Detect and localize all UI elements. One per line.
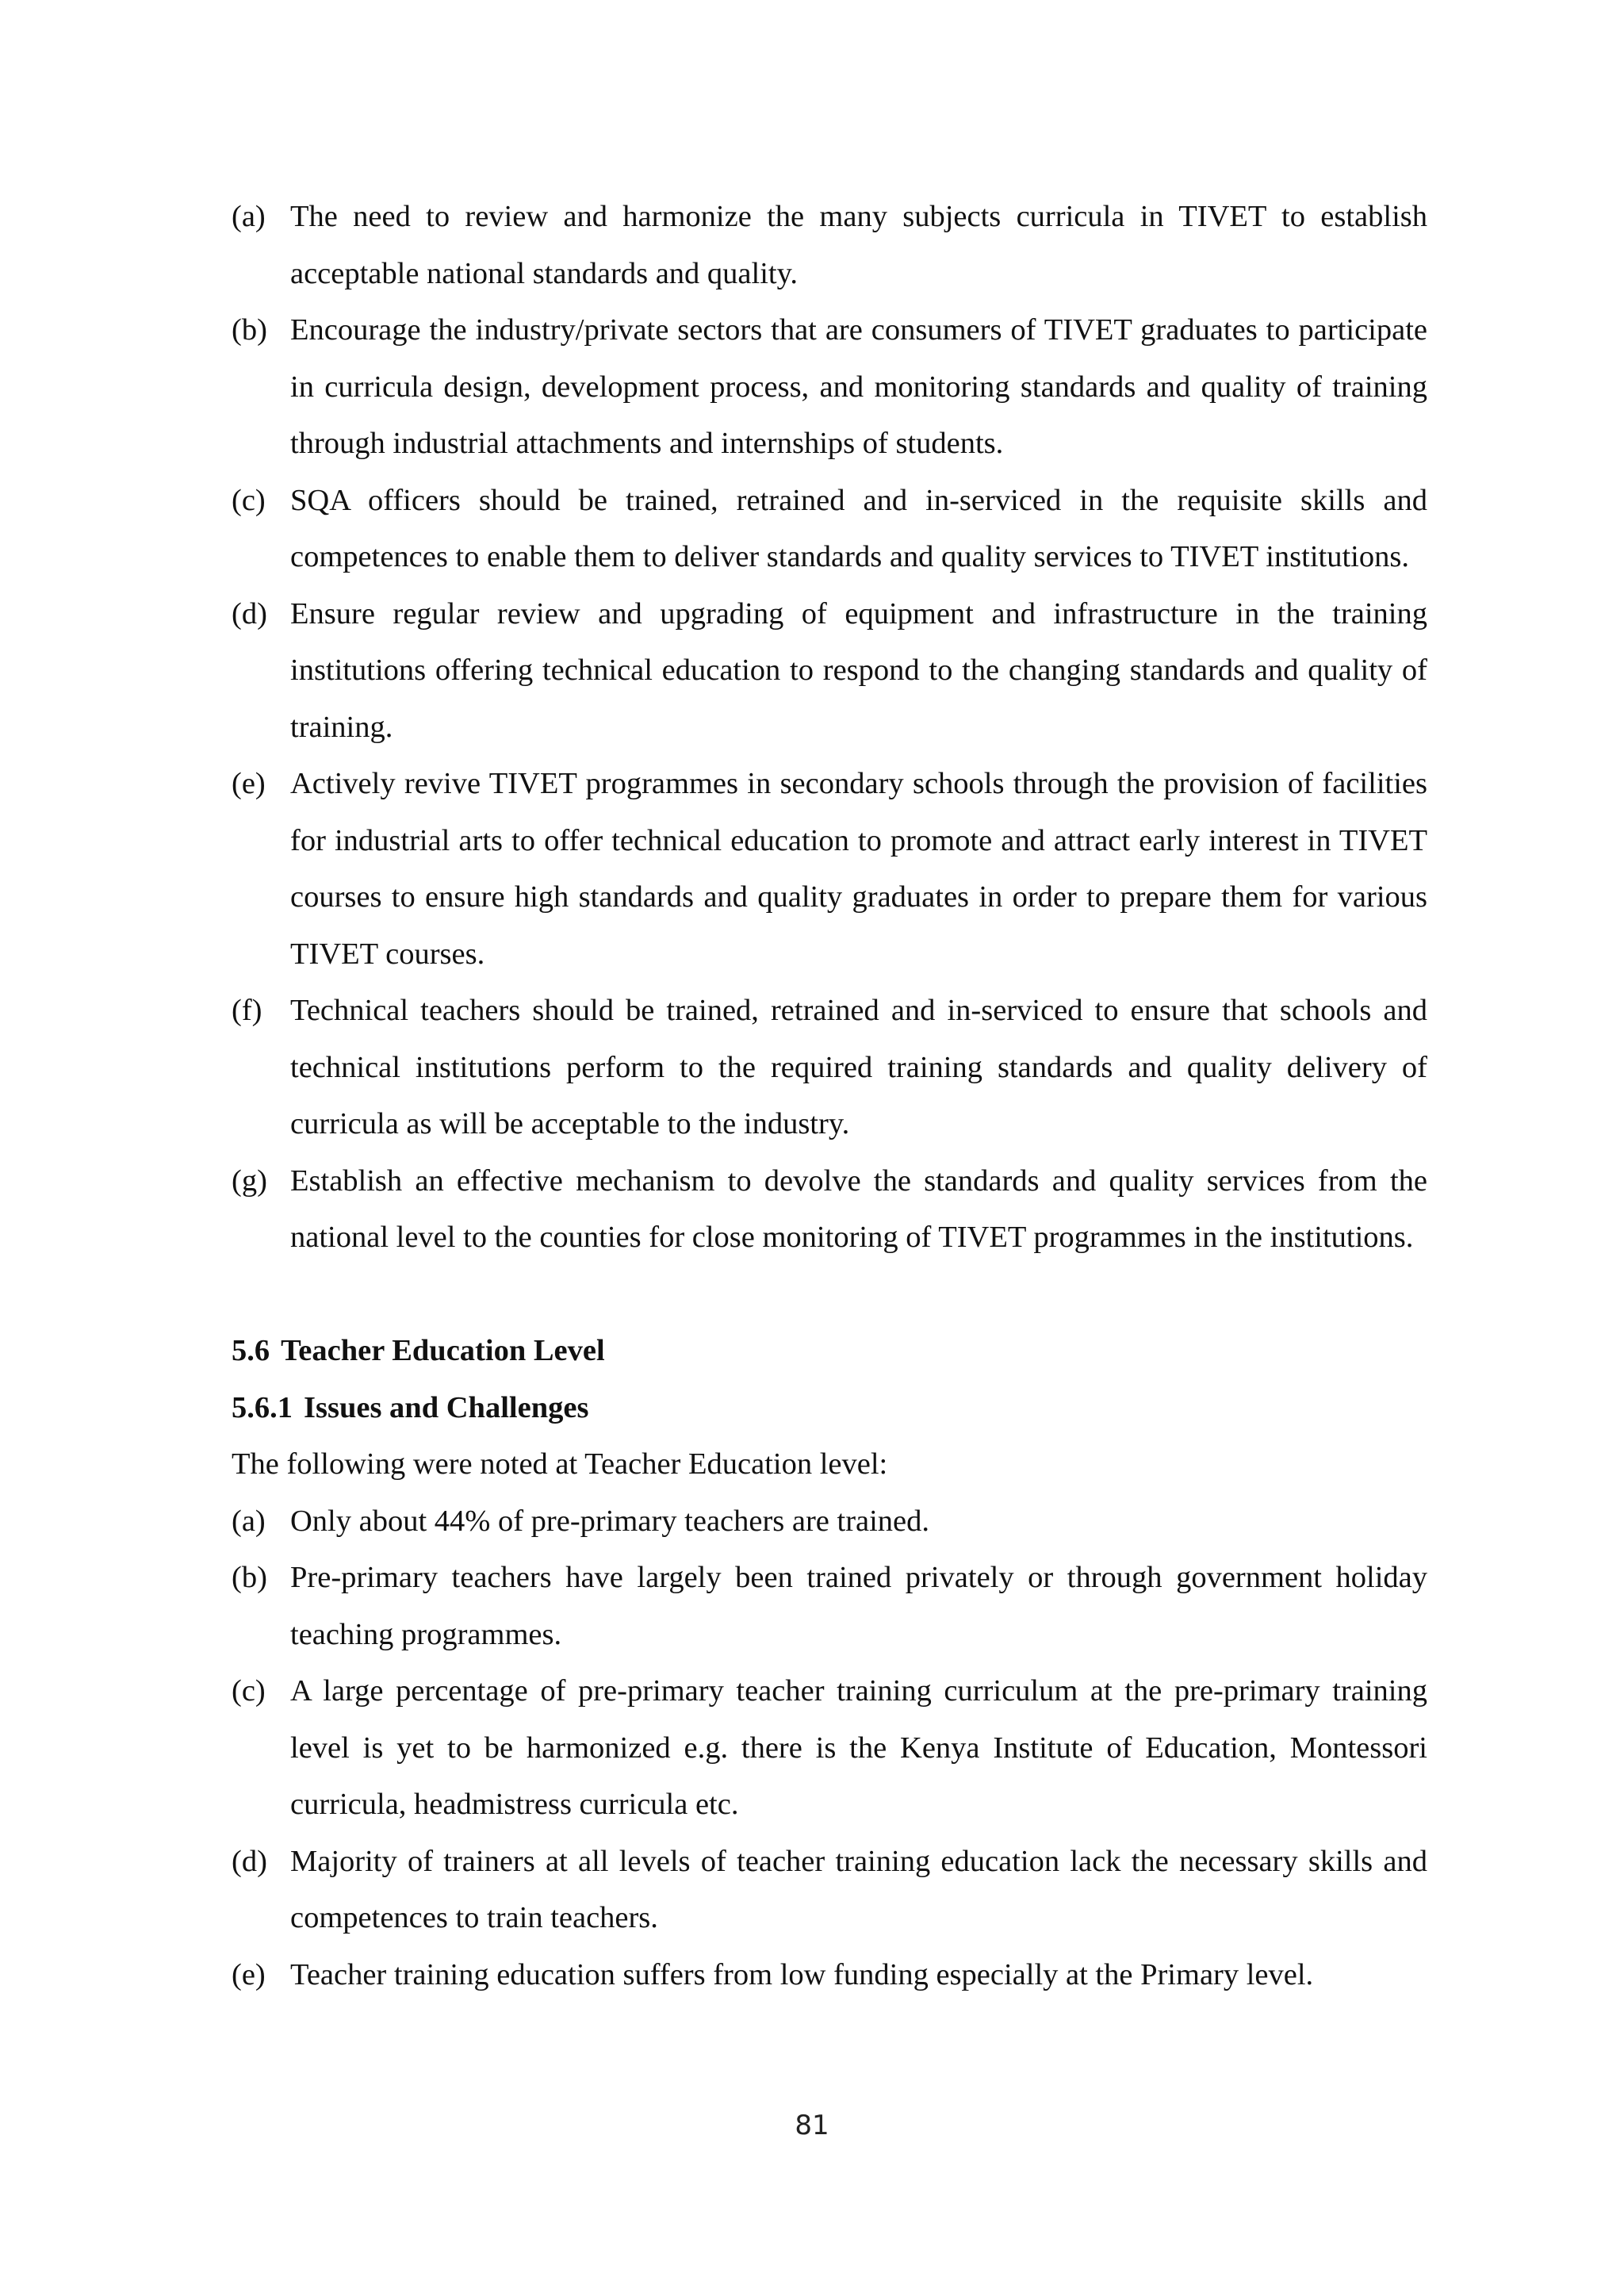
spacer xyxy=(232,1267,1427,1324)
list-item-text: Establish an effective mechanism to devolve the standards and quality services from the national level to the counties for close monitoring of TIVET programmes in the institutions. xyxy=(290,1163,1427,1254)
page-number: 81 xyxy=(795,2110,829,2141)
list-item-text: Actively revive TIVET programmes in secondary schools through the provision of facilities for industrial arts to offer technical education to promote and attract early interest in TIVET courses to ensure high standards and quality graduates in order to prepare them for various TIVET courses. xyxy=(290,767,1427,971)
list-item xyxy=(232,1663,1427,1834)
list-item-label: (c) xyxy=(232,483,266,517)
subsection-title: Issues and Challenges xyxy=(304,1390,589,1424)
list-item-text: A large percentage of pre-primary teacher training curriculum at the pre-primary training level is yet to be harmonized e.g. there is the Kenya Institute of Education, Montessori curricula, headmistress curricula etc. xyxy=(290,1674,1427,1821)
list-item xyxy=(232,1834,1427,1947)
list-item xyxy=(232,189,1427,302)
list-item-label: (e) xyxy=(232,767,266,800)
list-item xyxy=(232,983,1427,1153)
list-item xyxy=(232,1947,1427,2004)
list-item-label: (c) xyxy=(232,1674,266,1708)
list-item-text: Encourage the industry/private sectors that are consumers of TIVET graduates to participate in curricula design, development process, and monitoring standards and quality of training through industrial attachments and internships of students. xyxy=(290,313,1427,460)
list-item-text: Pre-primary teachers have largely been trained privately or through government holiday teaching programmes. xyxy=(290,1561,1427,1651)
list-item-text: Only about 44% of pre-primary teachers are trained. xyxy=(290,1504,930,1538)
subsection-heading xyxy=(232,1380,1427,1437)
list-item xyxy=(232,586,1427,757)
list-item-text: SQA officers should be trained, retrained and in-serviced in the requisite skills and competences to enable them to deliver standards and quality services to TIVET institutions. xyxy=(290,483,1427,573)
subsection-number: 5.6.1 xyxy=(232,1390,293,1424)
page-content xyxy=(232,189,1427,2003)
list-item-label: (b) xyxy=(232,313,267,347)
list-item-label: (g) xyxy=(232,1163,267,1198)
list-item xyxy=(232,756,1427,983)
list-item-text: Majority of trainers at all levels of teacher training education lack the necessary skills and competences to train teachers. xyxy=(290,1844,1427,1934)
list-item-text: Ensure regular review and upgrading of equipment and infrastructure in the training institutions offering technical education to respond to the changing standards and quality of training. xyxy=(290,596,1427,744)
list-item-label: (a) xyxy=(232,1504,266,1538)
list-item-label: (f) xyxy=(232,994,262,1027)
list-item-label: (b) xyxy=(232,1561,267,1594)
section-heading xyxy=(232,1323,1427,1380)
list-item-text: Teacher training education suffers from low funding especially at the Primary level. xyxy=(290,1957,1314,1991)
list-item xyxy=(232,1550,1427,1663)
list-item-label: (e) xyxy=(232,1957,266,1991)
list-item-label: (a) xyxy=(232,200,266,233)
list-item xyxy=(232,1153,1427,1267)
section-title: Teacher Education Level xyxy=(281,1334,605,1367)
list-item-text: Technical teachers should be trained, retrained and in-serviced to ensure that schools and technical institutions perform to the required training standards and quality delivery of curricula as will be acceptable to the industry. xyxy=(290,994,1427,1140)
list-item xyxy=(232,473,1427,586)
list-item xyxy=(232,1493,1427,1550)
list-item-label: (d) xyxy=(232,596,267,631)
intro-paragraph: The following were noted at Teacher Education level: xyxy=(232,1447,888,1481)
section-number: 5.6 xyxy=(232,1334,270,1367)
list-item-text: The need to review and harmonize the many subjects curricula in TIVET to establish acceptable national standards and quality. xyxy=(290,200,1427,290)
list-item-label: (d) xyxy=(232,1844,267,1878)
list-item xyxy=(232,302,1427,473)
